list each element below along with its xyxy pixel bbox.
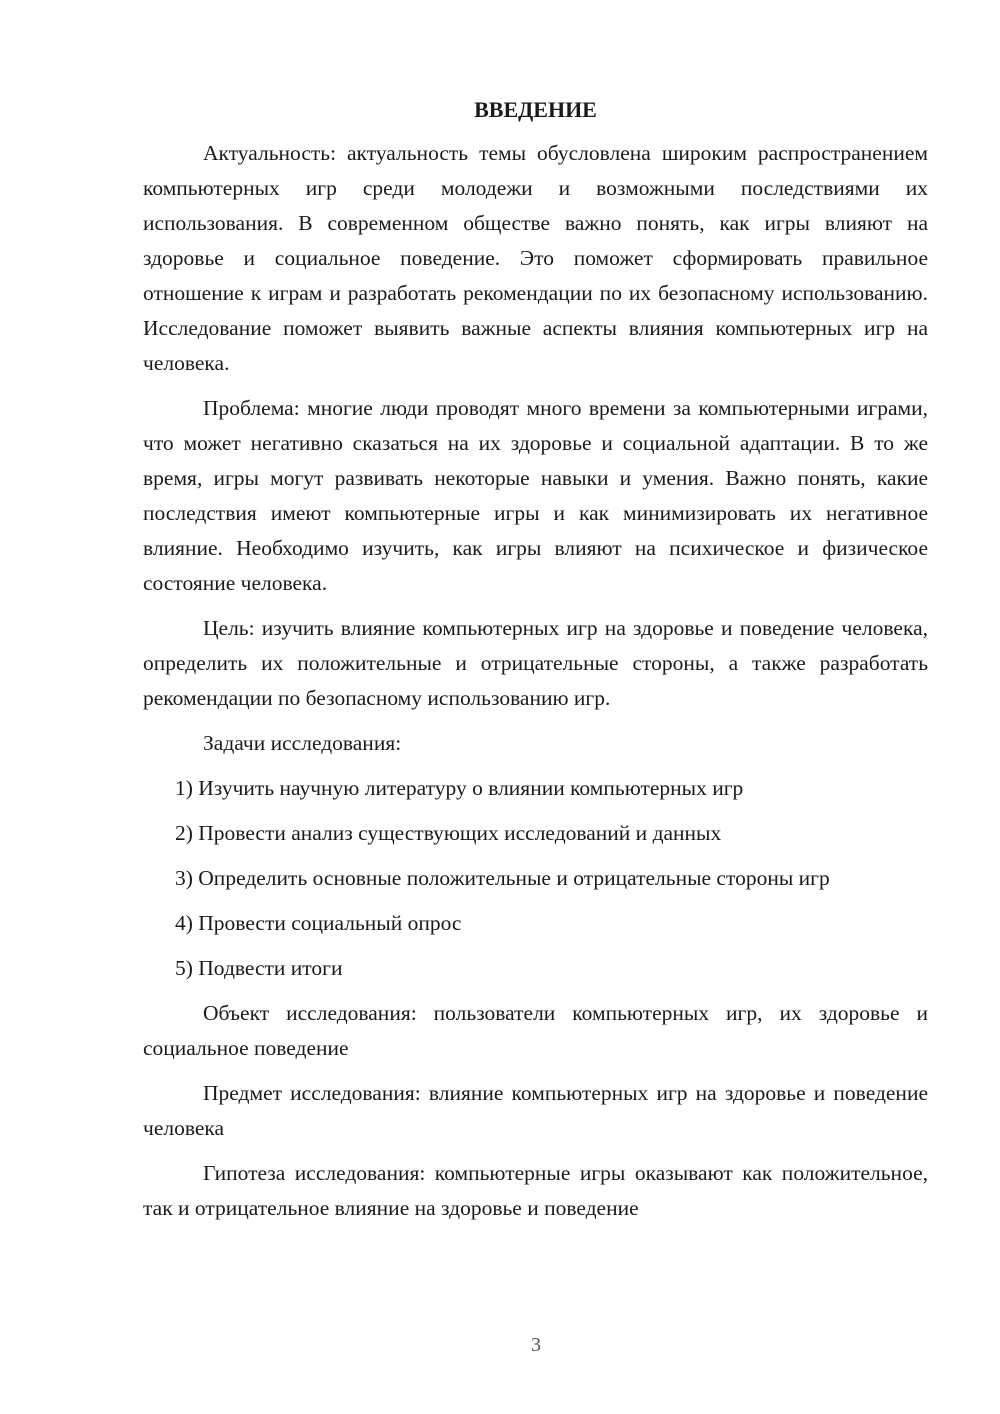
goal-paragraph: Цель: изучить влияние компьютерных игр на здоровье и поведение человека, определить их положительные и отрицательные стороны, а также разработать рекомендации по безопасному использованию игр. [143, 616, 928, 710]
task-item-4: 4) Провести социальный опрос [175, 911, 462, 935]
relevance-paragraph: Актуальность: актуальность темы обусловлена широким распространением компьютерных игр среди молодежи и возможными последствиями их использования. В современном обществе важно понять, как игры влияют на здоровье и социальное поведение. Это поможет сформировать правильное отношение к играм и разработать рекомендации по их безопасному использованию. Исследование поможет выявить важные аспекты влияния компьютерных игр на человека. [143, 141, 928, 375]
subject-paragraph: Предмет исследования: влияние компьютерных игр на здоровье и поведение человека [143, 1081, 928, 1140]
task-item-1: 1) Изучить научную литературу о влиянии компьютерных игр [175, 776, 744, 800]
problem-paragraph: Проблема: многие люди проводят много времени за компьютерными играми, что может негативно сказаться на их здоровье и социальной адаптации. В то же время, игры могут развивать некоторые навыки и умения. Важно понять, какие последствия имеют компьютерные игры и как минимизировать их негативное влияние. Необходимо изучить, как игры влияют на психическое и физическое состояние человека. [143, 396, 928, 595]
page-number: 3 [531, 1334, 541, 1356]
tasks-heading: Задачи исследования: [203, 731, 402, 755]
task-item-3: 3) Определить основные положительные и отрицательные стороны игр [175, 866, 830, 890]
object-paragraph: Объект исследования: пользователи компьютерных игр, их здоровье и социальное поведение [143, 1001, 928, 1060]
hypothesis-paragraph: Гипотеза исследования: компьютерные игры оказывают как положительное, так и отрицательное влияние на здоровье и поведение [143, 1161, 928, 1220]
page-content [143, 94, 928, 1236]
page-title: ВВЕДЕНИЕ [474, 97, 597, 122]
task-item-2: 2) Провести анализ существующих исследований и данных [175, 821, 722, 845]
task-item-5: 5) Подвести итоги [175, 956, 343, 980]
